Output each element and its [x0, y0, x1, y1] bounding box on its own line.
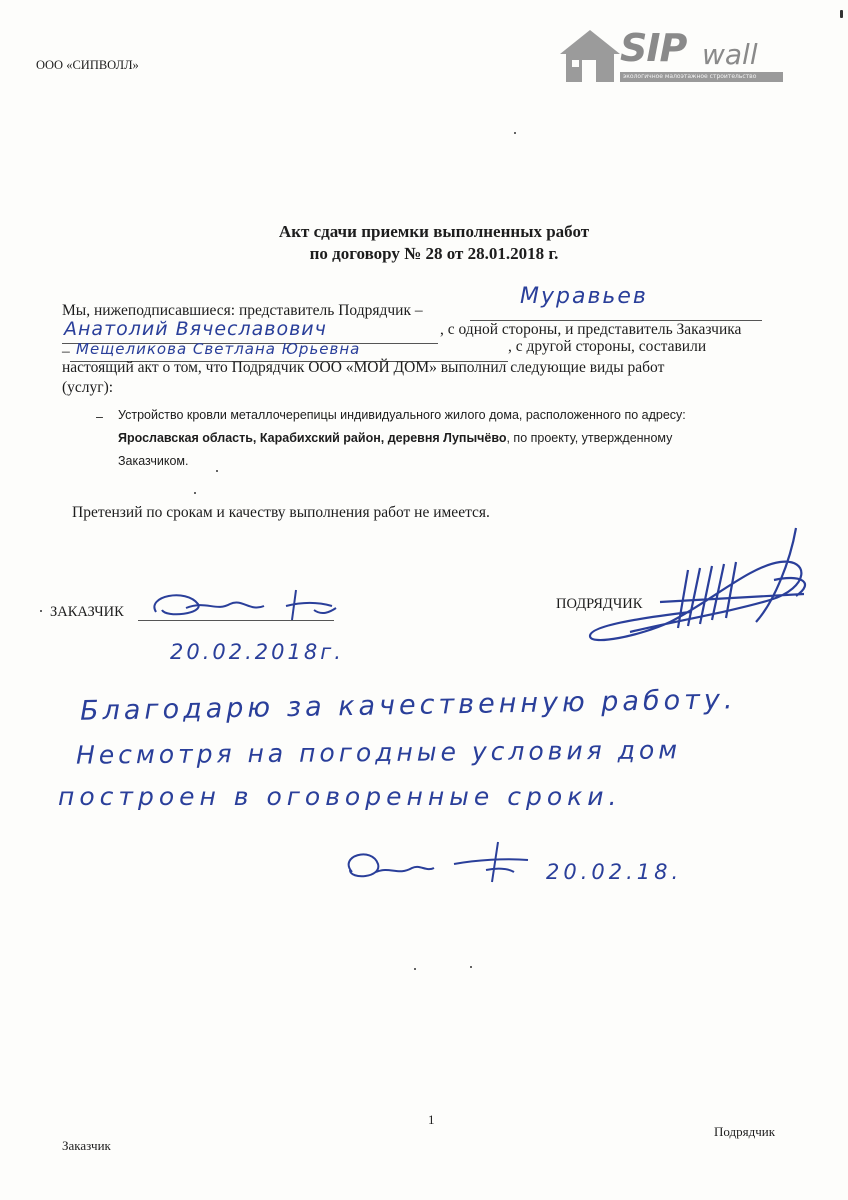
contractor-label: ПОДРЯДЧИК — [556, 596, 643, 612]
logo-wall-text: wall — [702, 38, 758, 71]
address-bold: Ярославская область, Карабихский район, деревня Лупычёво — [118, 431, 507, 445]
logo-tagline: экологичное малоэтажное строительство — [620, 72, 783, 82]
contractor-surname-handwritten: Муравьев — [520, 284, 648, 309]
company-logo — [556, 24, 786, 86]
bullet-line-2 — [118, 431, 672, 445]
note-line-1-handwritten: Благодарю за качественную работу. — [79, 684, 737, 727]
body-line-3: , с другой стороны, составили — [508, 338, 707, 355]
bullet-line-3: Заказчиком. — [118, 454, 189, 468]
company-name: ООО «СИПВОЛЛ» — [36, 58, 139, 72]
footer-contractor: Подрядчик — [714, 1124, 776, 1139]
contractor-name-handwritten: Анатолий Вячеславович — [64, 318, 327, 340]
note-line-2-handwritten: Несмотря на погодные условия дом — [75, 735, 682, 770]
bullet-line-1: Устройство кровли металлочерепицы индивидуального жилого дома, расположенного по адресу: — [118, 408, 686, 422]
body-line-2: , с одной стороны, и представитель Заказчика — [440, 321, 742, 338]
customer-signature — [146, 582, 346, 632]
logo-sip-text: SIP — [620, 26, 687, 70]
body-line-1: Мы, нижеподписавшиеся: представитель Подрядчик – — [62, 302, 423, 319]
claims-statement: Претензий по срокам и качеству выполнения работ не имеется. — [72, 504, 490, 521]
customer-date-handwritten: 20.02.2018г. — [170, 640, 344, 664]
note-line-3-handwritten: построен в оговоренные сроки. — [58, 782, 622, 811]
customer-dash: – — [62, 343, 70, 360]
bullet-line-2-rest: , по проекту, утвержденному — [506, 431, 673, 445]
document-subtitle: по договору № 28 от 28.01.2018 г. — [309, 244, 559, 263]
note-signature — [336, 838, 536, 898]
footer-customer: Заказчик — [62, 1138, 111, 1153]
customer-label: ЗАКАЗЧИК — [50, 604, 124, 620]
contractor-signature — [560, 522, 820, 662]
body-line-5: (услуг): — [62, 379, 114, 396]
body-line-4: настоящий акт о том, что Подрядчик ООО «МОЙ ДОМ» выполнил следующие виды работ — [62, 359, 665, 376]
page-number: 1 — [428, 1112, 435, 1127]
document-title: Акт сдачи приемки выполненных работ — [278, 222, 590, 241]
note-date-handwritten: 20.02.18. — [546, 860, 683, 884]
bullet-dash: – — [96, 410, 103, 424]
customer-name-handwritten: Мещеликова Светлана Юрьевна — [76, 340, 361, 358]
